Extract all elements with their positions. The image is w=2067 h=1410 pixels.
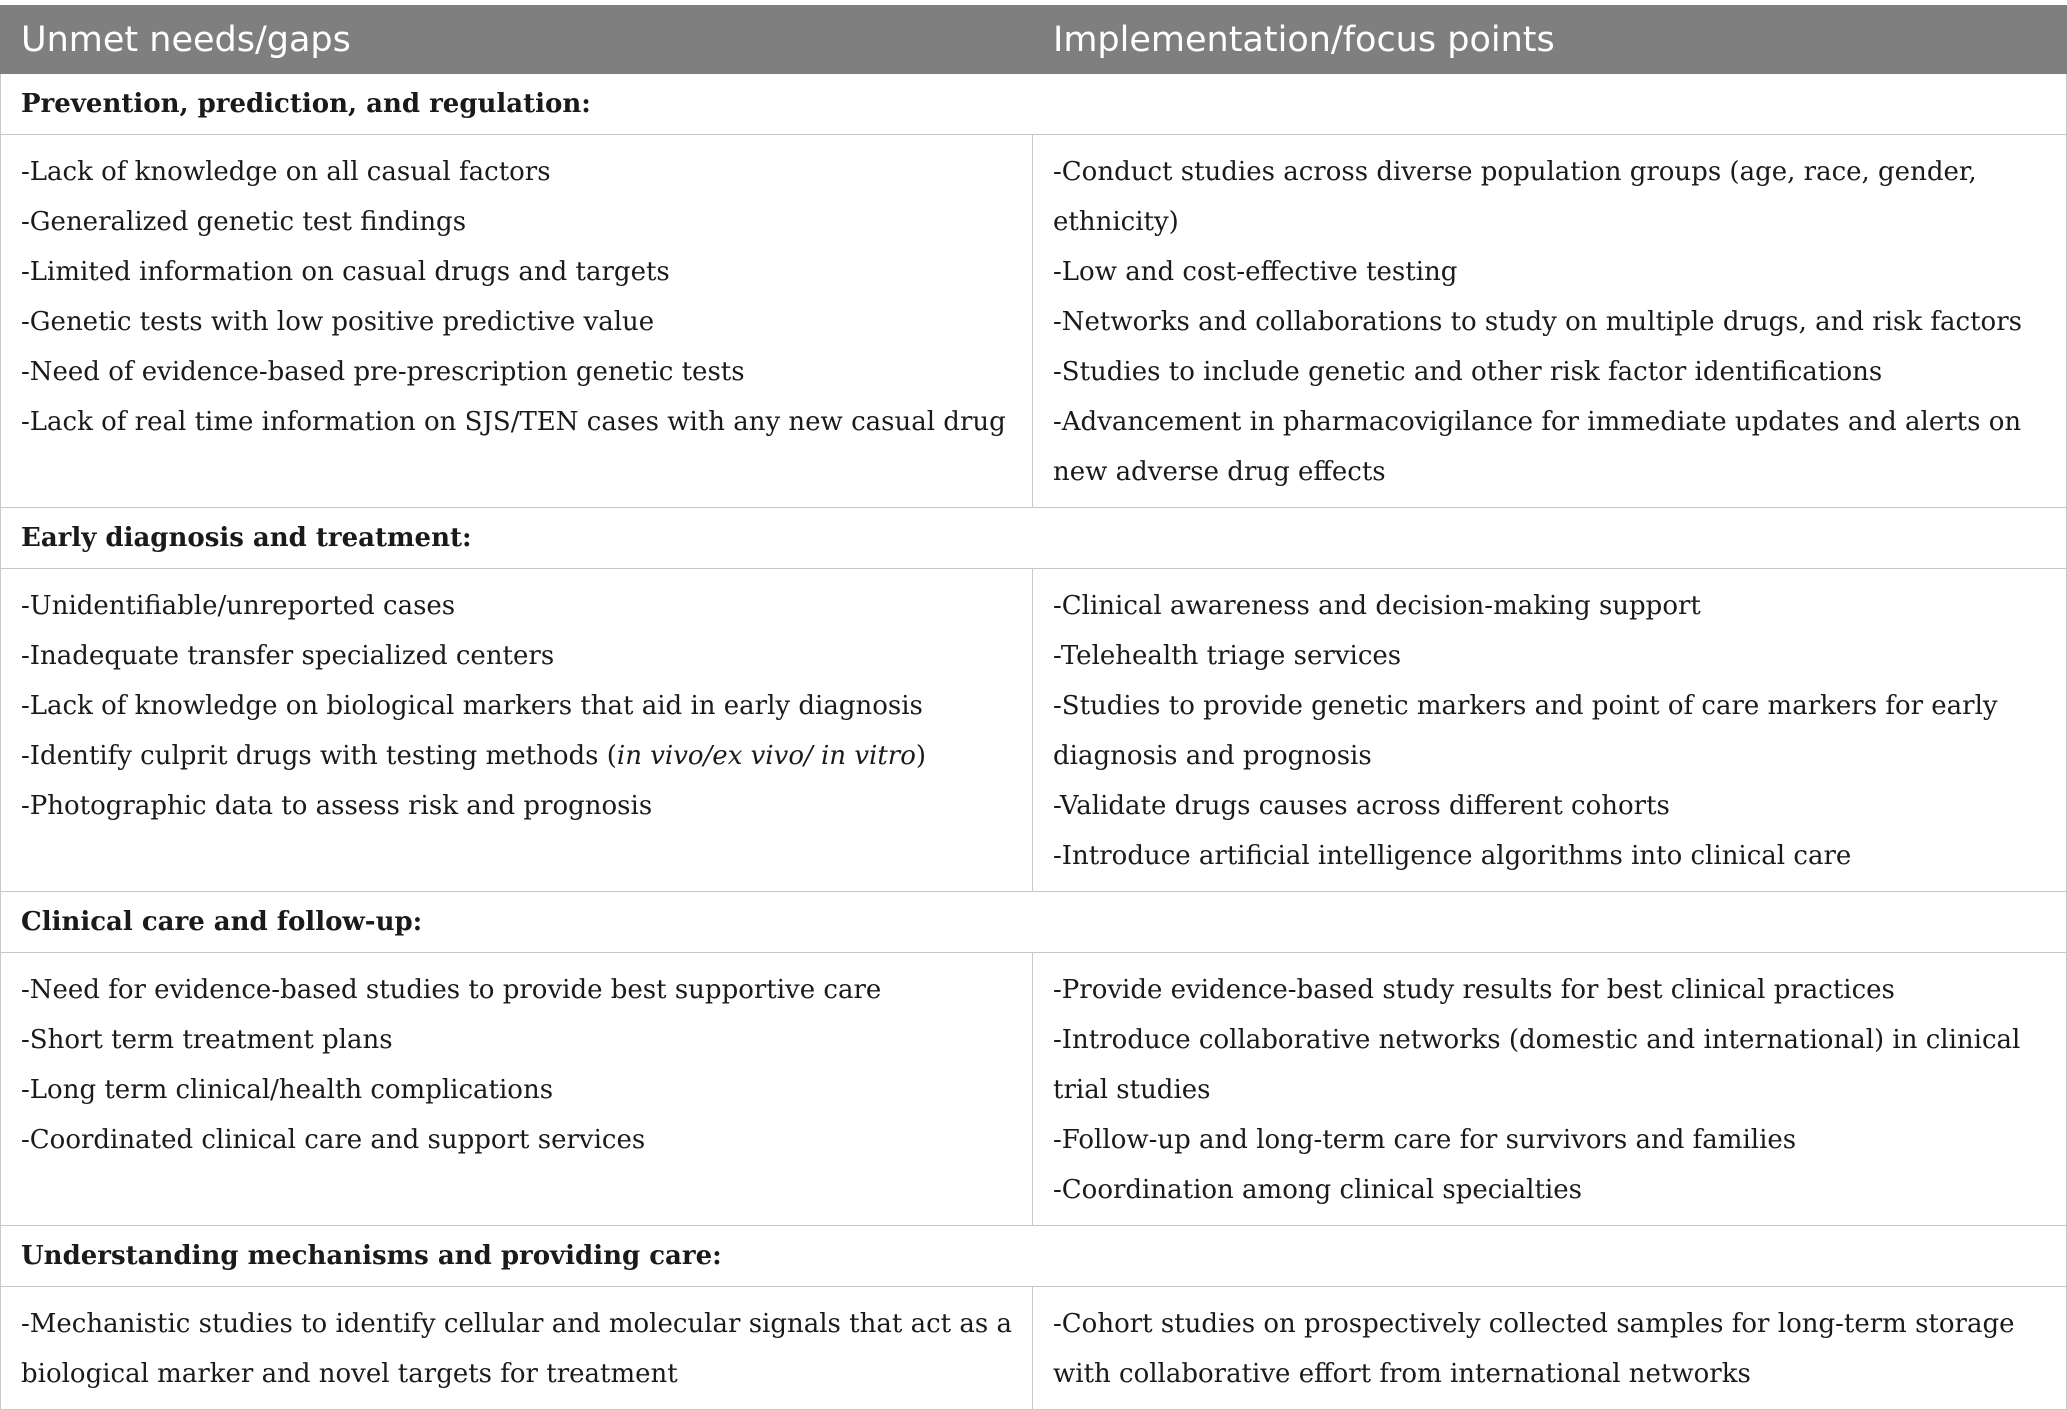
list-item: -Coordination among clinical specialties: [1053, 1175, 1582, 1205]
list-item: -Coordinated clinical care and support services: [21, 1125, 646, 1155]
list-item: -Long term clinical/health complications: [21, 1075, 554, 1105]
gaps-cell: [1, 569, 1033, 892]
section-title: Early diagnosis and treatment:: [1, 508, 2067, 569]
section-row-prevention: [1, 74, 2067, 135]
list-item: -Mechanistic studies to identify cellular and molecular signals that act as a biological marker and novel targets for treatment: [21, 1309, 1012, 1389]
header-unmet-needs: Unmet needs/gaps: [1, 6, 1033, 74]
list-item: -Lack of real time information on SJS/TEN cases with any new casual drug: [21, 407, 1006, 437]
list-item: -Cohort studies on prospectively collected samples for long-term storage with collaborative effort from international networks: [1053, 1309, 2015, 1389]
table-row: [1, 953, 2067, 1226]
list-item: -Photographic data to assess risk and prognosis: [21, 791, 653, 821]
section-row-clinical-care: [1, 892, 2067, 953]
table-row: [1, 1287, 2067, 1410]
list-item: -Introduce artificial intelligence algorithms into clinical care: [1053, 841, 1852, 871]
list-item: [21, 731, 1012, 781]
list-item: -Short term treatment plans: [21, 1025, 393, 1055]
gaps-cell: [1, 135, 1033, 508]
list-item: -Need for evidence-based studies to provide best supportive care: [21, 975, 882, 1005]
list-item: -Studies to include genetic and other risk factor identifications: [1053, 357, 1883, 387]
list-item: -Validate drugs causes across different cohorts: [1053, 791, 1670, 821]
italic-methods: in vivo/ex vivo/ in vitro: [616, 741, 916, 771]
list-item: -Genetic tests with low positive predictive value: [21, 307, 655, 337]
focus-cell: [1033, 569, 2067, 892]
list-item: -Telehealth triage services: [1053, 641, 1402, 671]
focus-cell: [1033, 1287, 2067, 1410]
focus-cell: [1033, 953, 2067, 1226]
section-title: Clinical care and follow-up:: [1, 892, 2067, 953]
list-item: -Clinical awareness and decision-making support: [1053, 591, 1701, 621]
list-item: -Lack of knowledge on biological markers that aid in early diagnosis: [21, 691, 923, 721]
section-row-early-diagnosis: [1, 508, 2067, 569]
list-item: -Need of evidence-based pre-prescription genetic tests: [21, 357, 745, 387]
gaps-cell: [1, 953, 1033, 1226]
list-item-text: -Identify culprit drugs with testing methods (: [21, 741, 617, 771]
section-title: Understanding mechanisms and providing care:: [1, 1226, 2067, 1287]
list-item: -Conduct studies across diverse population groups (age, race, gender, ethnicity): [1053, 157, 1977, 237]
needs-table: [0, 5, 2067, 1410]
list-item: -Low and cost-effective testing: [1053, 257, 1458, 287]
list-item: -Advancement in pharmacovigilance for immediate updates and alerts on new adverse drug effects: [1053, 407, 2022, 487]
table-row: [1, 569, 2067, 892]
header-implementation: Implementation/focus points: [1033, 6, 2067, 74]
list-item: -Networks and collaborations to study on multiple drugs, and risk factors: [1053, 307, 2022, 337]
table-header-row: [1, 6, 2067, 74]
list-item: -Unidentifiable/unreported cases: [21, 591, 456, 621]
gaps-cell: [1, 1287, 1033, 1410]
list-item: -Limited information on casual drugs and targets: [21, 257, 670, 287]
focus-cell: [1033, 135, 2067, 508]
list-item: -Inadequate transfer specialized centers: [21, 641, 555, 671]
list-item: -Generalized genetic test findings: [21, 207, 467, 237]
list-item: -Provide evidence-based study results for best clinical practices: [1053, 975, 1895, 1005]
list-item-text-end: ): [915, 741, 927, 771]
table-row: [1, 135, 2067, 508]
list-item: -Introduce collaborative networks (domestic and international) in clinical trial studies: [1053, 1025, 2021, 1105]
list-item: -Lack of knowledge on all casual factors: [21, 157, 551, 187]
section-row-mechanisms: [1, 1226, 2067, 1287]
list-item: -Follow-up and long-term care for survivors and families: [1053, 1125, 1797, 1155]
section-title: Prevention, prediction, and regulation:: [1, 74, 2067, 135]
list-item: -Studies to provide genetic markers and point of care markers for early diagnosis and prognosis: [1053, 691, 1998, 771]
